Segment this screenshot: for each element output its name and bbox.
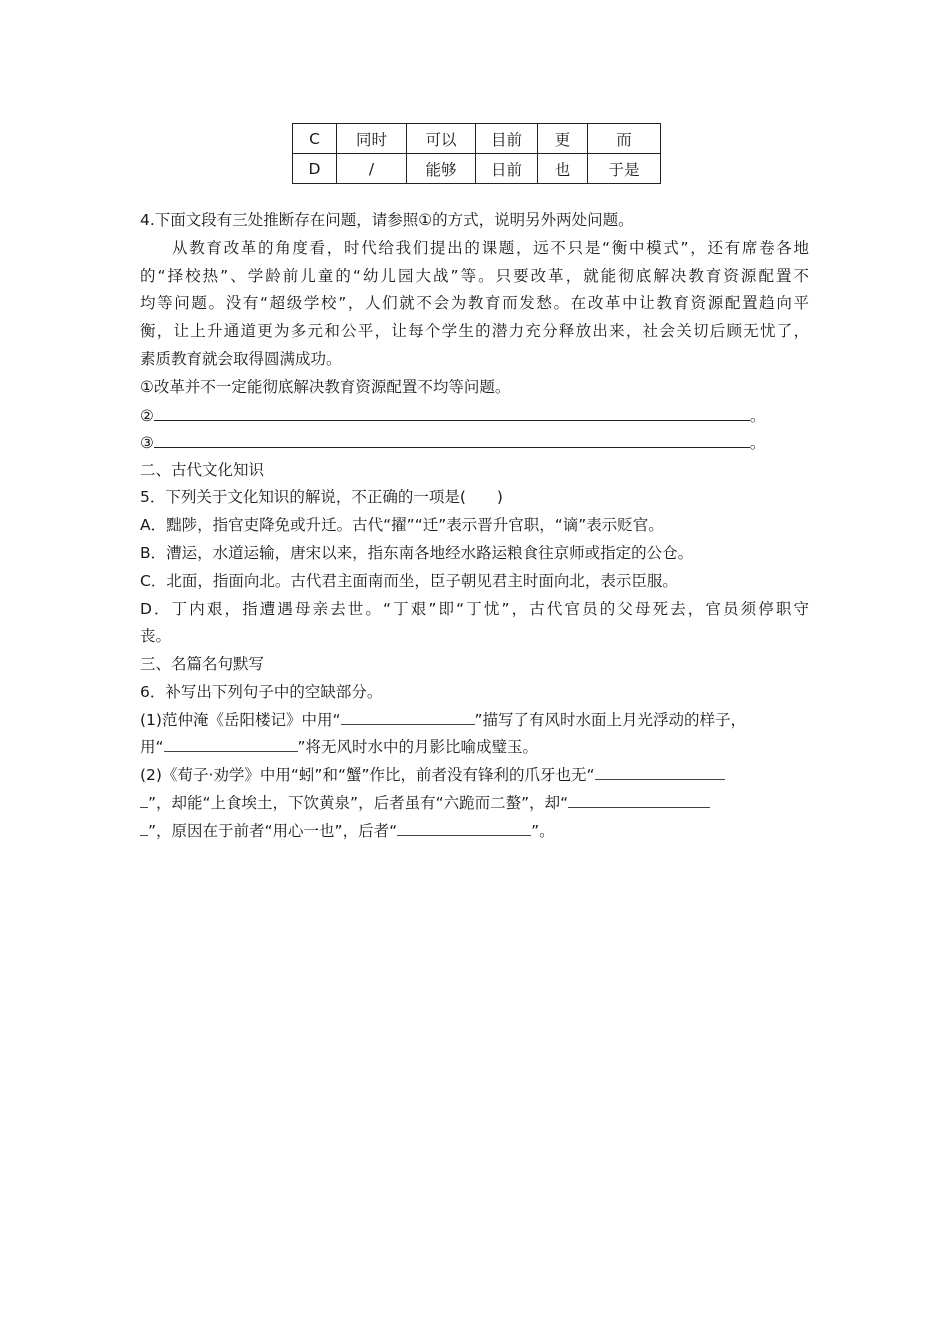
q6-part2-line: ”，原因在于前者“用心一也”，后者“ ”。 [140, 820, 555, 842]
q4-paragraph-line: 从教育改革的角度看，时代给我们提出的课题，远不只是“衡中模式”，还有席卷各地 [172, 239, 809, 257]
q5-prompt: 5．下列关于文化知识的解说，不正确的一项是( ) [140, 488, 503, 506]
q6-part1-line: (1)范仲淹《岳阳楼记》中用“ ”描写了有风时水面上月光浮动的样子， [140, 711, 747, 729]
q6-part2-line: (2)《荀子·劝学》中用“蚓”和“蟹”作比，前者没有锋利的爪牙也无“ [140, 764, 725, 786]
fill-blank[interactable] [164, 737, 298, 752]
table-cell: 也 [538, 154, 588, 184]
table-cell: / [337, 154, 407, 184]
q4-answer-3[interactable] [140, 431, 765, 454]
q4-paragraph-line: 的“择校热”、学龄前儿童的“幼儿园大战”等。只要改革，就能彻底解决教育资源配置不 [140, 267, 809, 285]
end-mark: 。 [749, 434, 766, 452]
table-cell: 能够 [407, 154, 476, 184]
q4-example-answer: ①改革并不一定能彻底解决教育资源配置不均等问题。 [140, 378, 511, 396]
q5-option-a: A．黜陟，指官吏降免或升迁。古代“擢”“迁”表示晋升官职，“谪”表示贬官。 [140, 516, 664, 534]
fill-blank[interactable] [595, 765, 725, 780]
answer-blank-line[interactable] [154, 404, 750, 421]
table-row [293, 154, 661, 184]
table-cell: 可以 [407, 124, 476, 154]
q5-option-d: D．丁内艰，指遭遇母亲去世。“丁艰”即“丁忧”，古代官员的父母死去，官员须停职守 [140, 600, 809, 618]
table-row [293, 124, 661, 154]
table-cell: 更 [538, 124, 588, 154]
answer-blank-line[interactable] [154, 431, 750, 448]
q6-part1-line: 用“ ”将无风时水中的月影比喻成璧玉。 [140, 738, 539, 756]
table-cell: 目前 [476, 124, 538, 154]
q5-option-d-cont: 丧。 [140, 627, 172, 645]
fill-blank[interactable] [140, 821, 148, 836]
q5-option-c: C．北面，指面向北。古代君主面南而坐，臣子朝见君主时面向北，表示臣服。 [140, 572, 678, 590]
table-cell: 于是 [588, 154, 661, 184]
end-mark: 。 [749, 407, 766, 425]
q5-option-b: B．漕运，水道运输，唐宋以来，指东南各地经水路运粮食往京师或指定的公仓。 [140, 544, 694, 562]
q4-paragraph-line: 衡，让上升通道更为多元和公平，让每个学生的潜力充分释放出来，社会关切后顾无忧了， [140, 322, 809, 340]
table-cell: 日前 [476, 154, 538, 184]
q6-prompt: 6．补写出下列句子中的空缺部分。 [140, 683, 383, 701]
table-cell: D [293, 154, 337, 184]
options-table [292, 123, 661, 184]
fill-blank[interactable] [341, 710, 475, 725]
q6-part2-line: ”，却能“上食埃土，下饮黄泉”，后者虽有“六跪而二螯”，却“ [140, 792, 710, 814]
section-heading: 二、古代文化知识 [140, 461, 265, 479]
table-cell: 同时 [337, 124, 407, 154]
table-cell: C [293, 124, 337, 154]
q4-answer-2[interactable] [140, 404, 765, 427]
section-heading: 三、名篇名句默写 [140, 655, 265, 673]
table-cell: 而 [588, 124, 661, 154]
q4-paragraph-line: 均等问题。没有“超级学校”，人们就不会为教育而发愁。在改革中让教育资源配置趋向平 [140, 294, 809, 312]
q4-paragraph-line: 素质教育就会取得圆满成功。 [140, 350, 342, 368]
answer-marker: ② [140, 407, 154, 425]
answer-marker: ③ [140, 434, 154, 452]
fill-blank[interactable] [568, 793, 710, 808]
fill-blank[interactable] [397, 821, 531, 836]
q4-prompt: 4.下面文段有三处推断存在问题，请参照①的方式，说明另外两处问题。 [140, 211, 634, 229]
fill-blank[interactable] [140, 793, 148, 808]
